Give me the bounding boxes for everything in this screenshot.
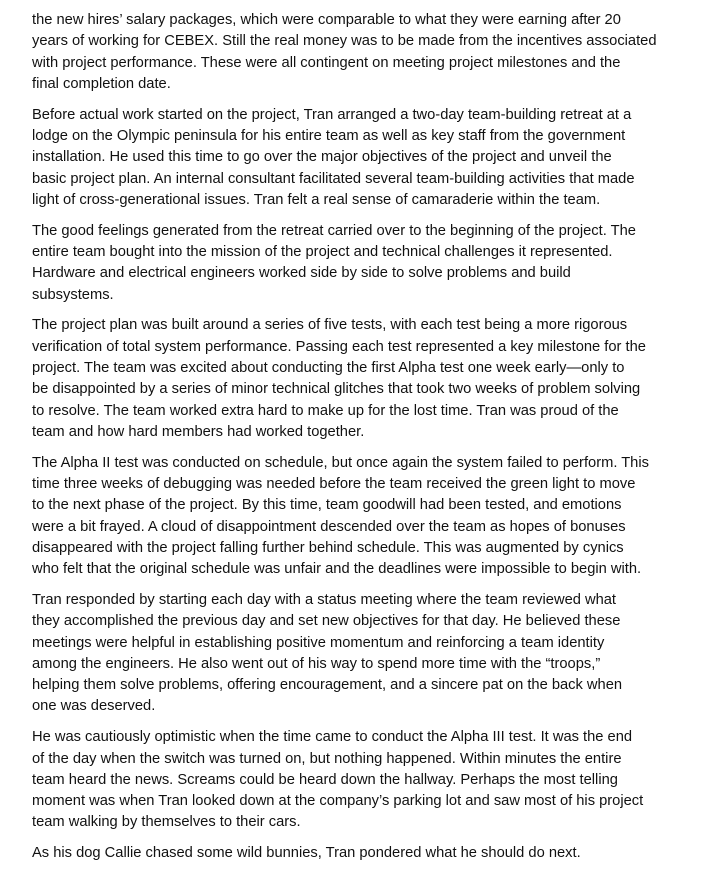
paragraph-alpha-iii-test	[32, 727, 698, 833]
text-line: light of cross-generational issues. Tran felt a real sense of camaraderie within the team.	[32, 191, 601, 208]
text-line: they accomplished the previous day and set new objectives for that day. He believed these	[32, 613, 621, 630]
text-line: with project performance. These were all contingent on meeting project milestones and the	[32, 54, 621, 71]
text-line: verification of total system performance. Passing each test represented a key milestone for the	[32, 338, 646, 355]
text-line: who felt that the original schedule was unfair and the deadlines were impossible to begin with.	[32, 561, 642, 578]
text-line: Hardware and electrical engineers worked side by side to solve problems and build	[32, 265, 571, 282]
text-line: meetings were helpful in establishing positive momentum and reinforcing a team identity	[32, 634, 605, 651]
paragraph-alpha-ii-test	[32, 453, 698, 581]
text-line: final completion date.	[32, 75, 171, 92]
text-line: time three weeks of debugging was needed before the team received the green light to move	[32, 475, 636, 492]
text-line: be disappointed by a series of minor technical glitches that took two weeks of problem solving	[32, 381, 641, 398]
paragraph-project-plan	[32, 315, 698, 443]
text-line: to the next phase of the project. By this time, team goodwill had been tested, and emotions	[32, 497, 622, 514]
text-line: team heard the news. Screams could be heard down the hallway. Perhaps the most telling	[32, 771, 618, 788]
text-line: team walking by themselves to their cars.	[32, 814, 301, 831]
text-line: The project plan was built around a series of five tests, with each test being a more rigorous	[32, 317, 628, 334]
paragraph-salary-incentives	[32, 10, 698, 95]
text-line: entire team bought into the mission of the project and technical challenges it represented.	[32, 243, 613, 260]
text-line: lodge on the Olympic peninsula for his entire team as well as key staff from the government	[32, 127, 626, 144]
text-line: years of working for CEBEX. Still the real money was to be made from the incentives associated	[32, 33, 657, 50]
text-line: were a bit frayed. A cloud of disappointment descended over the team as hopes of bonuses	[32, 518, 626, 535]
paragraph-team-retreat	[32, 105, 698, 211]
text-line: The Alpha II test was conducted on schedule, but once again the system failed to perform. This	[32, 454, 649, 471]
text-line: He was cautiously optimistic when the time came to conduct the Alpha III test. It was the end	[32, 729, 633, 746]
text-line: team and how hard members had worked together.	[32, 423, 365, 440]
text-line: among the engineers. He also went out of his way to spend more time with the “troops,”	[32, 655, 601, 672]
document-page	[32, 10, 698, 874]
paragraph-good-feelings	[32, 221, 698, 306]
text-line: moment was when Tran looked down at the company’s parking lot and saw most of his project	[32, 793, 644, 810]
text-line: to resolve. The team worked extra hard to make up for the lost time. Tran was proud of the	[32, 402, 619, 419]
text-line: The good feelings generated from the retreat carried over to the beginning of the project. The	[32, 222, 636, 239]
text-line: basic project plan. An internal consultant facilitated several team-building activities that made	[32, 170, 635, 187]
text-line: subsystems.	[32, 286, 114, 303]
text-line: of the day when the switch was turned on, but nothing happened. Within minutes the entire	[32, 750, 622, 767]
text-line: installation. He used this time to go over the major objectives of the project and unveil the	[32, 149, 612, 166]
text-line: As his dog Callie chased some wild bunnies, Tran pondered what he should do next.	[32, 845, 581, 862]
text-line: helping them solve problems, offering encouragement, and a sincere pat on the back when	[32, 677, 623, 694]
text-line: Tran responded by starting each day with a status meeting where the team reviewed what	[32, 591, 617, 608]
text-line: one was deserved.	[32, 698, 156, 715]
paragraph-status-meetings	[32, 590, 698, 718]
text-line: Before actual work started on the project, Tran arranged a two-day team-building retreat at a	[32, 106, 632, 123]
text-line: project. The team was excited about conducting the first Alpha test one week early—only to	[32, 359, 625, 376]
text-line: the new hires’ salary packages, which were comparable to what they were earning after 20	[32, 12, 621, 28]
text-line: disappeared with the project falling further behind schedule. This was augmented by cynics	[32, 539, 624, 556]
